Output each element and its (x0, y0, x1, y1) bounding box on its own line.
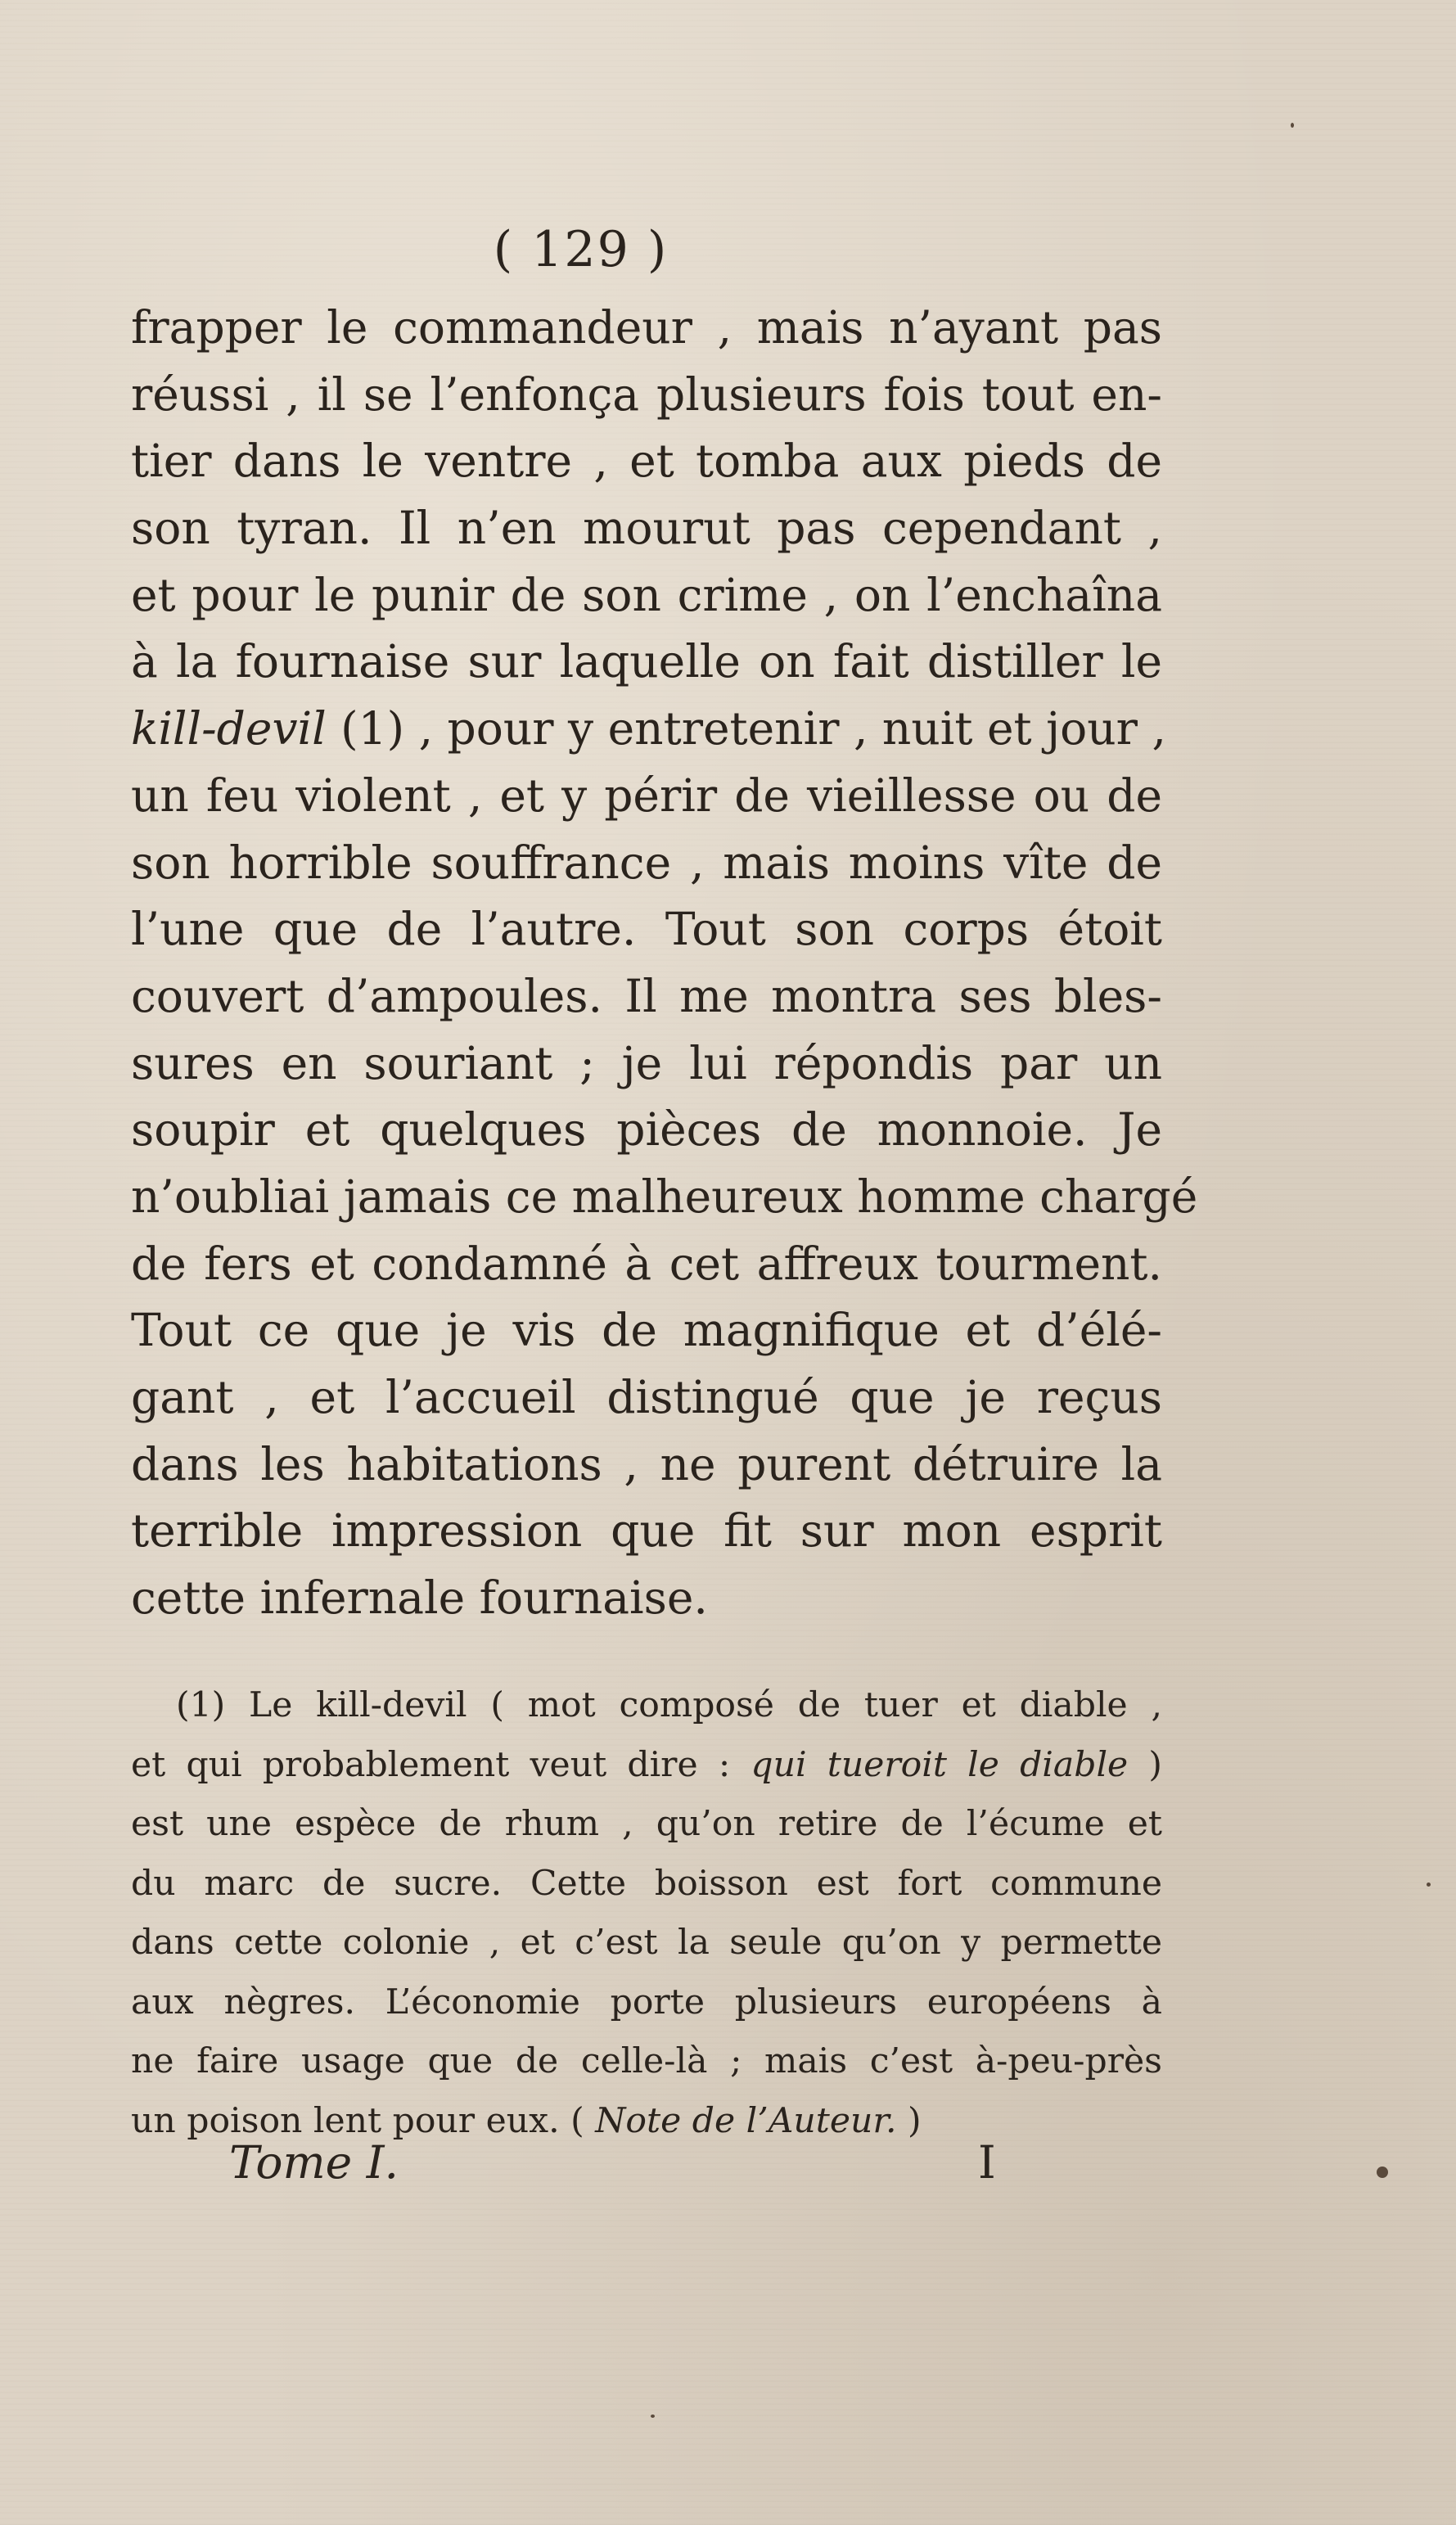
text-line: couvert d’ampoules. Il me montra ses bles- (131, 969, 1162, 1022)
italic-term: kill-devil (131, 702, 327, 755)
footnote (131, 1676, 1162, 2151)
text-line: réussi , il se l’enfonça plusieurs fois tout en- (131, 367, 1162, 421)
italic-attribution: Note de l’Auteur. (595, 2100, 897, 2141)
page-footer (229, 2136, 1048, 2194)
text-line: kill-devil (1) , pour y entretenir , nuit et jour , (131, 702, 1166, 755)
text-line: soupir et quelques pièces de monnoie. Je (131, 1103, 1162, 1157)
paper-speck (1427, 1882, 1431, 1887)
volume-label: Tome I. (229, 2136, 399, 2189)
footnote-line: (1) Le kill-devil ( mot composé de tuer et diable , (176, 1685, 1162, 1725)
signature-mark: I (978, 2136, 996, 2189)
text-line: à la fournaise sur laquelle on fait distiller le (131, 635, 1162, 688)
text-line: de fers et condamné à cet affreux tourment. (131, 1237, 1162, 1290)
footnote-line: ne faire usage que de celle-là ; mais c’est à-peu-près (131, 2041, 1162, 2081)
text-line: et pour le punir de son crime , on l’enchaîna (131, 568, 1162, 621)
text-line: cette infernale fournaise. (131, 1571, 708, 1625)
text-line: l’une que de l’autre. Tout son corps étoit (131, 903, 1162, 956)
footnote-line: un poison lent pour eux. ( Note de l’Auteur. ) (131, 2100, 922, 2141)
text-line: Tout ce que je vis de magnifique et d’élé- (131, 1304, 1162, 1357)
paper-speck (1291, 123, 1294, 128)
text-line: tier dans le ventre , et tomba aux pieds de (131, 435, 1162, 488)
text-line: terrible impression que fit sur mon esprit (131, 1504, 1162, 1558)
paper-speck (651, 2415, 655, 2418)
footnote-line: dans cette colonie , et c’est la seule qu’on y permette (131, 1923, 1162, 1963)
footnote-line: est une espèce de rhum , qu’on retire de l’écume et (131, 1804, 1162, 1844)
footnote-line: et qui probablement veut dire : qui tueroit le diable ) (131, 1744, 1162, 1785)
footnote-line: aux nègres. L’économie porte plusieurs européens à (131, 1982, 1162, 2022)
paper-speck (1377, 2167, 1388, 2178)
text-line: gant , et l’accueil distingué que je reçus (131, 1371, 1162, 1423)
text-line: son tyran. Il n’en mourut pas cependant , (131, 502, 1162, 555)
text-line: dans les habitations , ne purent détruire la (131, 1437, 1162, 1490)
text-line: sures en souriant ; je lui répondis par un (131, 1036, 1162, 1089)
main-text (131, 295, 1198, 1632)
italic-phrase: qui tueroit le diable (751, 1744, 1129, 1785)
text-line: un feu violent , et y périr de vieillesse ou de (131, 769, 1162, 822)
footnote-line: du marc de sucre. Cette boisson est fort commune (131, 1863, 1162, 1904)
page-number: ( 129 ) (493, 221, 669, 278)
text-line: son horrible souffrance , mais moins vîte de (131, 836, 1162, 889)
text-line: frapper le commandeur , mais n’ayant pas (131, 301, 1162, 354)
text-line: n’oubliai jamais ce malheureux homme chargé (131, 1170, 1198, 1223)
